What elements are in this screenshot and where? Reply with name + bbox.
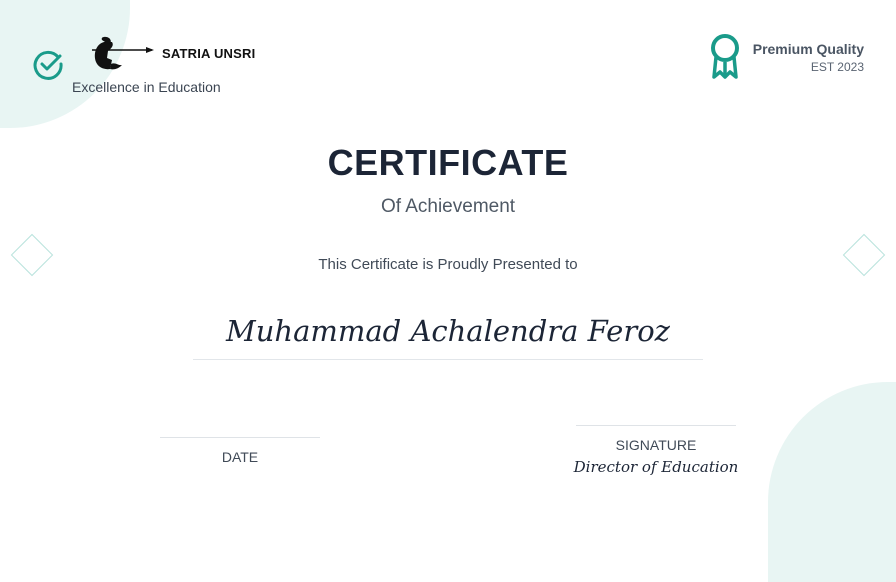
premium-quality-label: Premium Quality bbox=[752, 41, 864, 57]
established-year-label: EST 2023 bbox=[810, 60, 864, 74]
recipient-name: Muhammad Achalendra Feroz bbox=[226, 314, 670, 348]
date-line bbox=[160, 437, 320, 438]
certificate-subtitle: Of Achievement bbox=[380, 196, 516, 217]
check-circle-icon bbox=[32, 48, 64, 80]
signature-line bbox=[576, 425, 736, 426]
signature-label: SIGNATURE bbox=[615, 437, 697, 453]
award-ribbon-icon bbox=[708, 33, 742, 79]
date-label: DATE bbox=[221, 449, 259, 465]
brand-tagline: Excellence in Education bbox=[72, 79, 221, 95]
brand-name: SATRIA UNSRI bbox=[162, 46, 256, 61]
signatory-title: Director of Education bbox=[573, 458, 739, 476]
spartan-helmet-logo-icon bbox=[88, 36, 154, 72]
certificate-title: CERTIFICATE bbox=[327, 142, 569, 183]
presented-to-text: This Certificate is Proudly Presented to bbox=[318, 256, 578, 273]
corner-decoration-bottom-right bbox=[768, 382, 896, 582]
recipient-underline bbox=[193, 359, 703, 360]
